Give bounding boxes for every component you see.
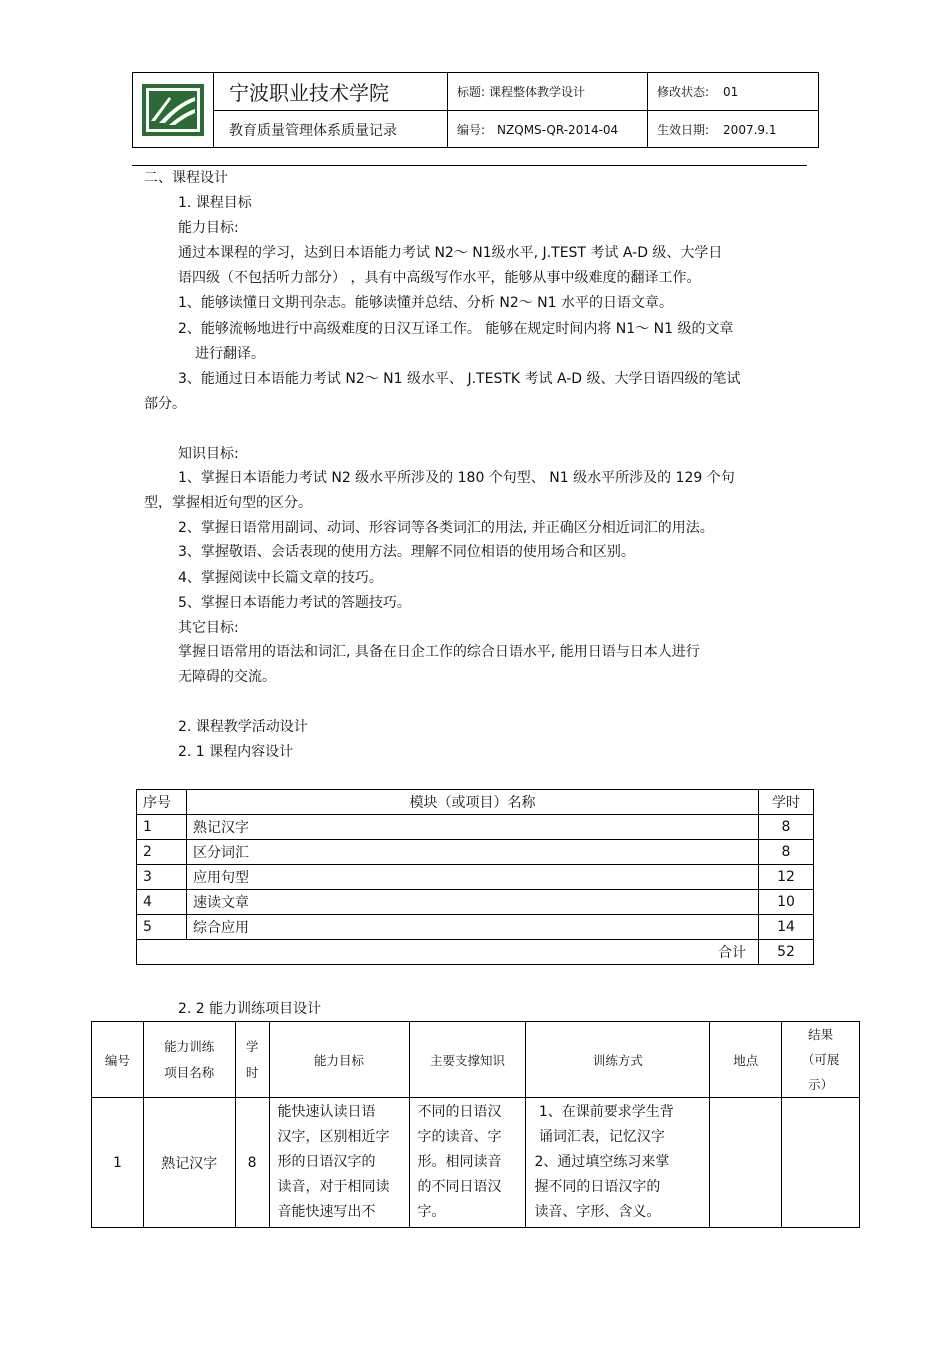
record-subtitle: 教育质量管理体系质量记录 [229,122,397,139]
training-table-header [92,1022,860,1098]
title-value: 课程整体教学设计 [489,85,586,99]
institution-name: 宁波职业技术学院 [229,81,389,105]
row-number: 1 [137,815,187,840]
title-label: 标题: [457,85,486,99]
column-header: 序号 [137,790,187,815]
knowledge-item: 1、掌握日本语能力考试 N2 级水平所涉及的 180 个句型、 N1 级水平所涉及的 129 个句 [178,470,735,486]
ability-goal-cell: 能快速认读日语 汉字，区别相近字 形的日语汉字的 读音，对于相同读 音能快速写出不 [269,1098,409,1228]
supporting-knowledge-cell: 不同的日语汉 字的读音、字 形。相同读音 的不同日语汉 字。 [409,1098,526,1228]
revision-field [657,73,738,110]
code-field [457,111,618,148]
module-hours: 8 [759,815,814,840]
result-cell [782,1098,860,1228]
table-row [137,890,814,915]
code-value: NZQMS-QR-2014-04 [497,122,619,137]
module-name: 应用句型 [186,865,758,890]
content-table-header [137,790,814,815]
code-label: 编号: [457,123,486,137]
section-heading: 二、课程设计 [144,170,228,186]
ability-intro-line: 语四级（不包括听力部分） ，具有中高级写作水平，能够从事中级难度的翻译工作。 [178,270,701,286]
total-label: 合计 [137,940,759,965]
ability-item-continued: 进行翻译。 [195,346,265,362]
column-header: 地点 [710,1022,782,1098]
module-name: 综合应用 [186,915,758,940]
location-cell [710,1098,782,1228]
project-name: 熟记汉字 [143,1098,235,1228]
total-hours: 52 [759,940,814,965]
effective-date-field [657,111,776,148]
column-header: 训练方式 [526,1022,710,1098]
total-row [137,940,814,965]
module-name: 区分词汇 [186,840,758,865]
document-header [132,72,819,148]
table-row [92,1098,860,1228]
course-goals-heading: 1. 课程目标 [178,195,252,211]
effective-date-label: 生效日期: [657,123,710,137]
school-logo [137,79,209,141]
header-divider [132,165,807,166]
knowledge-item: 5、掌握日本语能力考试的答题技巧。 [178,595,411,611]
knowledge-item: 3、掌握敬语、会话表现的使用方法。理解不同位相语的使用场合和区别。 [178,544,635,560]
column-header: 学 时 [235,1022,269,1098]
other-goals-text: 掌握日语常用的语法和词汇, 具备在日企工作的综合日语水平, 能用日语与日本人进行 [178,644,700,660]
module-name: 熟记汉字 [186,815,758,840]
ability-item: 1、能够读懂日文期刊杂志。能够读懂并总结、分析 N2～ N1 水平的日语文章。 [178,295,674,311]
module-hours: 14 [759,915,814,940]
column-header: 结果 （可展 示） [782,1022,860,1098]
ability-item: 3、能通过日本语能力考试 N2～ N1 级水平、 J.TESTK 考试 A-D 级、大学日语四级的笔试 [178,371,741,387]
ability-intro-line: 通过本课程的学习，达到日本语能力考试 N2～ N1级水平, J.TEST 考试 A-D 级、大学日 [178,245,723,261]
module-hours: 10 [759,890,814,915]
knowledge-item: 4、掌握阅读中长篇文章的技巧。 [178,570,383,586]
module-hours: 12 [759,865,814,890]
activity-design-heading: 2. 课程教学活动设计 [178,719,308,735]
module-name: 速读文章 [186,890,758,915]
content-design-heading: 2. 1 课程内容设计 [178,744,294,760]
knowledge-item-continued: 型，掌握相近句型的区分。 [144,495,312,511]
column-header: 编号 [92,1022,144,1098]
ability-item-continued: 部分。 [144,396,186,412]
other-goals-heading: 其它目标: [178,620,239,636]
other-goals-text: 无障碍的交流。 [178,669,276,685]
ability-goals-heading: 能力目标: [178,220,239,236]
column-header: 能力训练 项目名称 [143,1022,235,1098]
revision-value: 01 [723,84,739,99]
row-number: 4 [137,890,187,915]
column-header: 能力目标 [269,1022,409,1098]
project-hours: 8 [235,1098,269,1228]
row-number: 5 [137,915,187,940]
table-row [137,915,814,940]
revision-label: 修改状态: [657,85,710,99]
effective-date-value: 2007.9.1 [723,122,777,137]
ability-item: 2、能够流畅地进行中高级难度的日汉互译工作。 能够在规定时间内将 N1～ N1 级的文章 [178,321,734,337]
column-header: 主要支撑知识 [409,1022,526,1098]
row-number: 2 [137,840,187,865]
row-number: 3 [137,865,187,890]
table-row [137,815,814,840]
training-table [91,1021,860,1228]
project-number: 1 [92,1098,144,1228]
table-row [137,840,814,865]
table-row [137,865,814,890]
column-header: 模块（或项目）名称 [186,790,758,815]
module-hours: 8 [759,840,814,865]
training-method-cell: 1、在课前要求学生背 诵词汇表，记忆汉字 2、通过填空练习来掌 握不同的日语汉字的 读音、字形、含义。 [526,1098,710,1228]
knowledge-item: 2、掌握日语常用副词、动词、形容词等各类词汇的用法, 并正确区分相近词汇的用法。 [178,520,714,536]
content-table [136,789,814,965]
title-field [457,73,585,110]
column-header: 学时 [759,790,814,815]
training-design-heading: 2. 2 能力训练项目设计 [178,1001,322,1017]
school-logo-icon [141,83,205,137]
knowledge-goals-heading: 知识目标: [178,446,239,462]
